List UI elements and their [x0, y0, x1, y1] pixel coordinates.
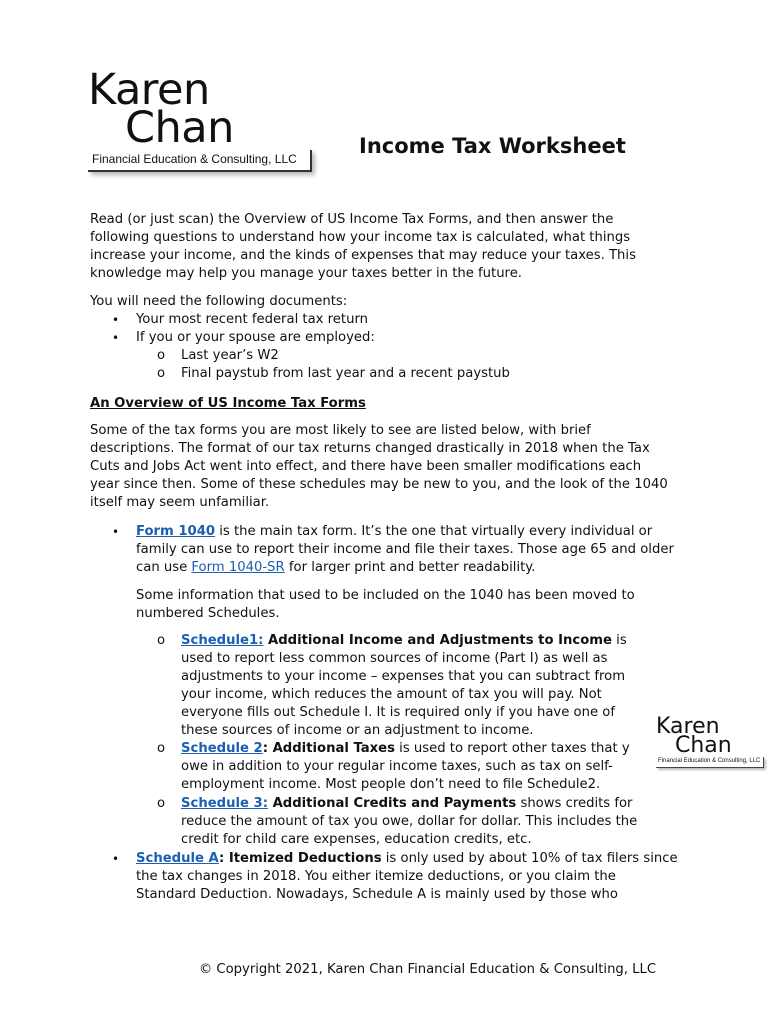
schedule-a-desc: is only used by about 10% of tax filers since the tax changes in 2018. You either itemize deductions, or you claim the Standard Deduction. Nowadays, Schedule A is mainly used by those who — [136, 851, 678, 902]
schedule-a-title: : Itemized Deductions — [218, 851, 382, 866]
form-1040-sr-desc: for larger print and better readability. — [284, 560, 536, 575]
sub-bullet-icon: o — [157, 796, 166, 811]
logo-line-1: Karen — [88, 65, 210, 115]
schedule-desc: is used to report less common sources of income (Part I) as well as adjustments to your income – expenses that you can subtract from your income, which reduces the amount of tax you will pay. Not everyone fills out Schedule I. It is required only if you have one of these sources of income or an adjustment to income. — [181, 633, 627, 738]
bullet-icon: • — [112, 331, 120, 345]
list-subitem — [157, 365, 637, 383]
schedule-1-link[interactable]: Schedule1: — [181, 633, 264, 648]
documents-lead: You will need the following documents: — [90, 294, 348, 309]
overview-paragraph: Some of the tax forms you are most likely to see are listed below, with brief descriptions. The format of our tax returns changed drastically in 2018 when the Tax Cuts and Jobs Act went into effect, and there have been smaller modifications each year since then. Some of these schedules may be new to you, and the look of the 1040 itself may seem unfamiliar. — [90, 423, 668, 510]
section-heading: An Overview of US Income Tax Forms — [90, 396, 366, 411]
schedule-a-text — [136, 850, 678, 904]
schedule-text — [181, 795, 662, 849]
schedule-item — [157, 740, 652, 794]
logo-subtitle: Financial Education & Consulting, LLC — [658, 758, 761, 764]
sub-bullet-icon: o — [157, 366, 166, 381]
schedule-text — [181, 632, 652, 740]
logo-line-2: Chan — [125, 103, 234, 153]
bullet-icon: • — [112, 525, 120, 539]
schedule-item — [157, 632, 652, 740]
form-1040-link[interactable]: Form 1040 — [136, 524, 216, 539]
schedule-2-link[interactable]: Schedule 2 — [181, 741, 263, 756]
schedule-a-item — [112, 850, 678, 904]
list-item-text: Your most recent federal tax return — [136, 312, 368, 327]
footer-copyright: © Copyright 2021, Karen Chan Financial Education & Consulting, LLC — [199, 962, 657, 977]
schedule-text — [181, 740, 652, 794]
logo-line-1: Karen — [656, 714, 720, 739]
schedule-title: Additional Credits and Payments — [267, 796, 517, 811]
form-1040-text — [136, 523, 680, 577]
page-title: Income Tax Worksheet — [359, 134, 626, 158]
form-1040-item — [112, 523, 680, 577]
list-subitem-text: Final paystub from last year and a recent paystub — [181, 366, 510, 381]
sub-bullet-icon: o — [157, 348, 166, 363]
schedule-a-link[interactable]: Schedule A — [136, 851, 219, 866]
watermark-logo — [656, 716, 768, 768]
schedule-title: : Additional Taxes — [262, 741, 395, 756]
bullet-icon: • — [112, 313, 120, 327]
company-logo — [88, 65, 316, 176]
list-item — [112, 329, 632, 347]
intro-paragraph: Read (or just scan) the Overview of US Income Tax Forms, and then answer the following questions to understand how your income tax is calculated, what things increase your income, and the kinds of expenses that may reduce your taxes. This knowledge may help you manage your taxes better in the future. — [90, 212, 636, 281]
schedule-item — [157, 795, 662, 849]
logo-line-2: Chan — [675, 733, 732, 758]
schedule-3-link[interactable]: Schedule 3: — [181, 796, 268, 811]
list-subitem — [157, 347, 637, 365]
moved-paragraph: Some information that used to be included on the 1040 has been moved to numbered Schedules. — [136, 588, 635, 621]
form-1040-sr-link[interactable]: Form 1040-SR — [191, 560, 285, 575]
list-subitem-text: Last year’s W2 — [181, 348, 279, 363]
logo-subtitle: Financial Education & Consulting, LLC — [92, 152, 297, 166]
schedule-title: Additional Income and Adjustments to Income — [263, 633, 612, 648]
form-1040-desc: is the main tax form. It’s the one that virtually every individual or family can use to report their income and file their taxes. Those age 65 and older can use — [136, 524, 674, 575]
schedule-desc: is used to report other taxes that y owe in addition to your regular income taxes, such as tax on self-employment income. Most people don’t need to file Schedule2. — [181, 741, 630, 792]
bullet-icon: • — [112, 852, 120, 866]
list-item — [112, 311, 632, 329]
list-item-text: If you or your spouse are employed: — [136, 330, 375, 345]
sub-bullet-icon: o — [157, 741, 166, 756]
sub-bullet-icon: o — [157, 633, 166, 648]
schedule-desc: shows credits for reduce the amount of tax you owe, dollar for dollar. This includes the credit for child care expenses, education credits, etc. — [181, 796, 638, 847]
